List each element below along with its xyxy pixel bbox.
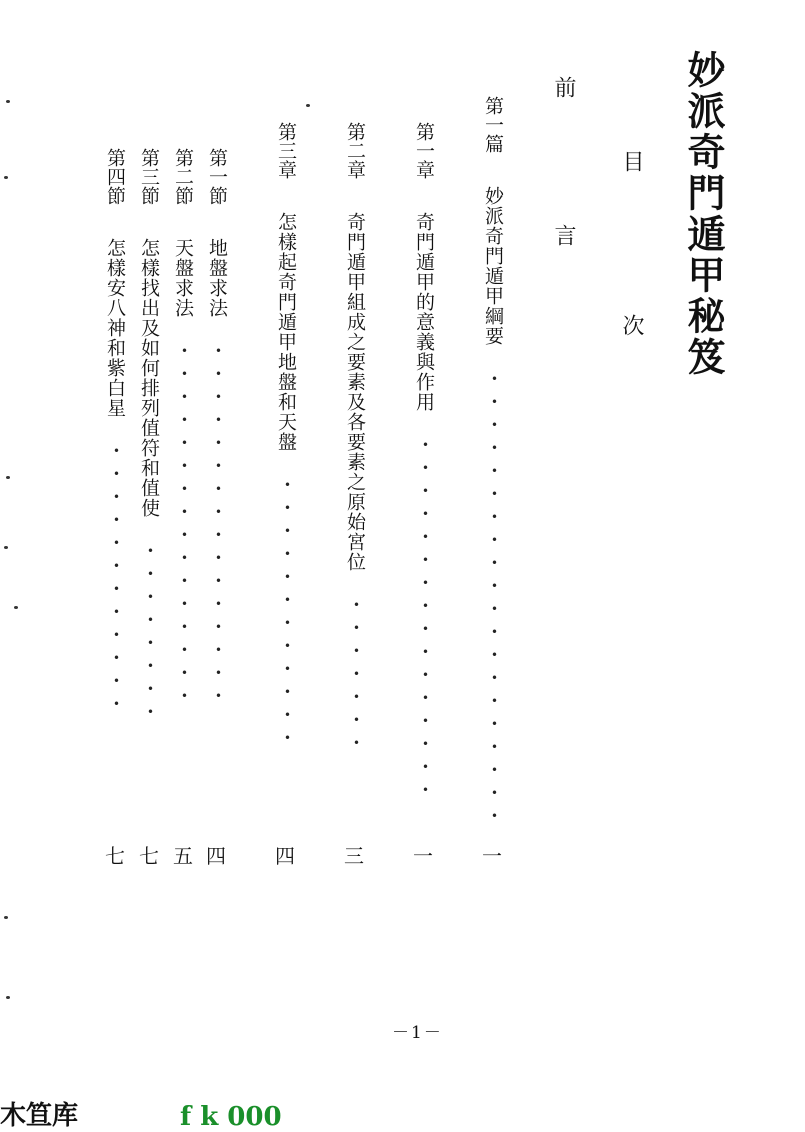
contents-heading: 目 次	[619, 150, 644, 396]
page-footer-number: －1－	[392, 1023, 443, 1043]
toc-entry[interactable]	[276, 122, 295, 751]
toc-entry[interactable]	[345, 122, 364, 756]
toc-entry-title: 天盤求法	[172, 238, 194, 318]
toc-entry-title: 怎樣安八神和紫白星	[104, 238, 126, 418]
bottom-strip-left-text: 木笪库	[0, 1101, 79, 1131]
toc-entry-label: 第二節	[172, 148, 194, 205]
toc-entry-title: 怎樣找出及如何排列值符和值使	[138, 238, 160, 518]
preface-heading: 前 言	[551, 76, 576, 298]
scan-speck	[6, 100, 10, 103]
toc-page-number: 一	[482, 844, 502, 868]
toc-entry-label: 第一篇	[482, 96, 504, 153]
toc-page-number: 四	[275, 844, 295, 868]
toc-entry-title: 怎樣起奇門遁甲地盤和天盤	[275, 212, 297, 452]
scan-speck	[14, 606, 18, 609]
toc-entry-title: 地盤求法	[206, 238, 228, 318]
leader-dots: ・・・・・・・・・・・・・・・・	[172, 341, 194, 709]
scan-speck	[4, 176, 8, 179]
scan-speck	[4, 546, 8, 549]
leader-dots: ・・・・・・・・・・・・・・・・	[413, 435, 435, 803]
scan-speck	[4, 916, 8, 919]
leader-dots: ・・・・・・・・・・・・・・・・	[206, 341, 228, 709]
toc-entry[interactable]	[414, 122, 433, 803]
book-title: 妙派奇門遁甲秘笈	[681, 50, 726, 378]
toc-entry-label: 第三節	[138, 148, 160, 205]
toc-entry-label: 第一章	[413, 122, 435, 179]
toc-entry[interactable]	[483, 96, 502, 829]
toc-entry[interactable]	[173, 148, 192, 709]
toc-entry-label: 第三章	[275, 122, 297, 179]
toc-page-number: 一	[413, 844, 433, 868]
scan-speck	[6, 996, 10, 999]
leader-dots: ・・・・・・・・	[138, 541, 160, 725]
toc-entry[interactable]	[207, 148, 226, 709]
toc-page-number: 五	[173, 844, 193, 868]
toc-entry-title: 奇門遁甲組成之要素及各要素之原始宮位	[344, 212, 366, 572]
leader-dots: ・・・・・・・・・・・・	[275, 475, 297, 751]
toc-entry[interactable]	[105, 148, 124, 717]
leader-dots: ・・・・・・・・・・・・	[104, 441, 126, 717]
toc-page-number: 七	[139, 844, 159, 868]
toc-entry-label: 第二章	[344, 122, 366, 179]
toc-entry-title: 奇門遁甲的意義與作用	[413, 212, 435, 412]
toc-page-number: 七	[105, 844, 125, 868]
toc-entry-title: 妙派奇門遁甲綱要	[482, 186, 504, 346]
toc-page-number: 四	[206, 844, 226, 868]
scan-speck	[306, 104, 310, 107]
leader-dots: ・・・・・・・	[344, 595, 366, 756]
toc-entry-label: 第四節	[104, 148, 126, 205]
toc-page-number: 三	[344, 844, 364, 868]
bottom-strip-right-text: f k 000	[180, 1102, 282, 1132]
toc-entry-label: 第一節	[206, 148, 228, 205]
scan-speck	[6, 476, 10, 479]
toc-entry[interactable]	[139, 148, 158, 725]
leader-dots: ・・・・・・・・・・・・・・・・・・・・	[482, 369, 504, 829]
